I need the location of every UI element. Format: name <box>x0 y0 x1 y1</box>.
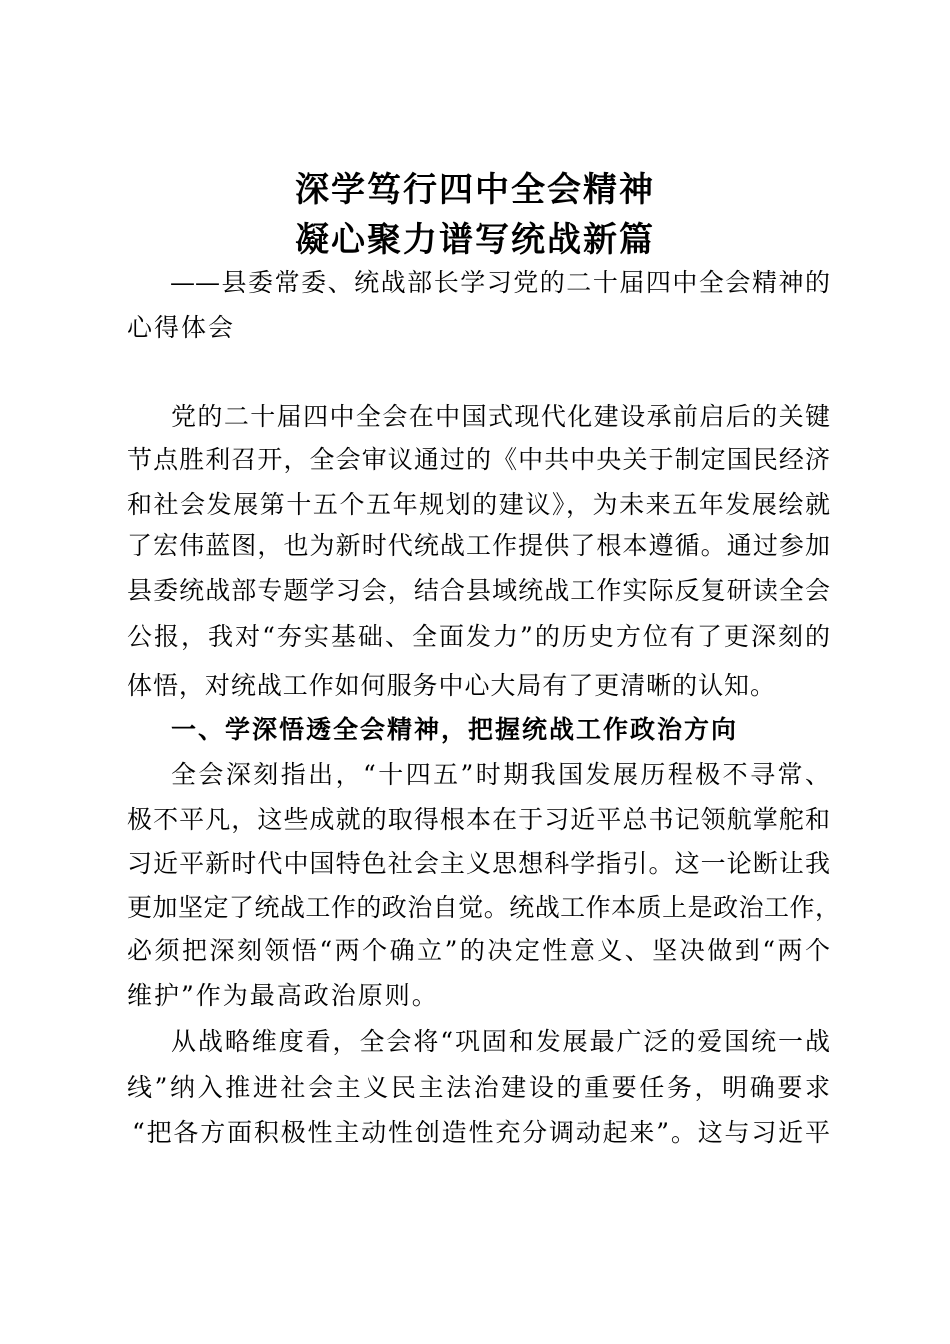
paragraph-line: 体悟，对统战工作如何服务中心大局有了更清晰的认知。 <box>127 671 775 700</box>
paragraph-line: “把各方面积极性主动性创造性充分调动起来”。这与习近平 <box>132 1118 830 1147</box>
paragraph-line: 全会深刻指出，“十四五”时期我国发展历程极不寻常、 <box>171 760 830 789</box>
paragraph-line: 从战略维度看，全会将“巩固和发展最广泛的爱国统一战 <box>171 1027 830 1056</box>
paragraph-line: 习近平新时代中国特色社会主义思想科学指引。这一论断让我 <box>127 849 830 878</box>
paragraph-line: 公报，我对“夯实基础、全面发力”的历史方位有了更深刻的 <box>127 622 830 651</box>
paragraph-line: 极不平凡，这些成就的取得根本在于习近平总书记领航掌舵和 <box>127 805 830 834</box>
title-line-2: 凝心聚力谱写统战新篇 <box>295 220 655 260</box>
section-heading: 一、学深悟透全会精神，把握统战工作政治方向 <box>171 715 739 744</box>
subtitle-line-1: ——县委常委、统战部长学习党的二十届四中全会精神的 <box>170 268 830 297</box>
title-line-1: 深学笃行四中全会精神 <box>295 170 655 210</box>
paragraph-line: 维护”作为最高政治原则。 <box>127 981 439 1010</box>
paragraph-line: 线”纳入推进社会主义民主法治建设的重要任务，明确要求 <box>127 1073 830 1102</box>
paragraph-line: 更加坚定了统战工作的政治自觉。统战工作本质上是政治工作， <box>127 893 840 922</box>
paragraph-line: 党的二十届四中全会在中国式现代化建设承前启后的关键 <box>171 402 830 431</box>
paragraph-line: 县委统战部专题学习会，结合县域统战工作实际反复研读全会 <box>127 576 830 605</box>
paragraph-line: 必须把深刻领悟“两个确立”的决定性意义、坚决做到“两个 <box>127 936 830 965</box>
paragraph-line: 和社会发展第十五个五年规划的建议》，为未来五年发展绘就 <box>127 490 830 519</box>
paragraph-line: 了宏伟蓝图，也为新时代统战工作提供了根本遵循。通过参加 <box>127 531 830 560</box>
subtitle-line-2: 心得体会 <box>127 313 236 342</box>
paragraph-line: 节点胜利召开，全会审议通过的《中共中央关于制定国民经济 <box>127 445 830 474</box>
